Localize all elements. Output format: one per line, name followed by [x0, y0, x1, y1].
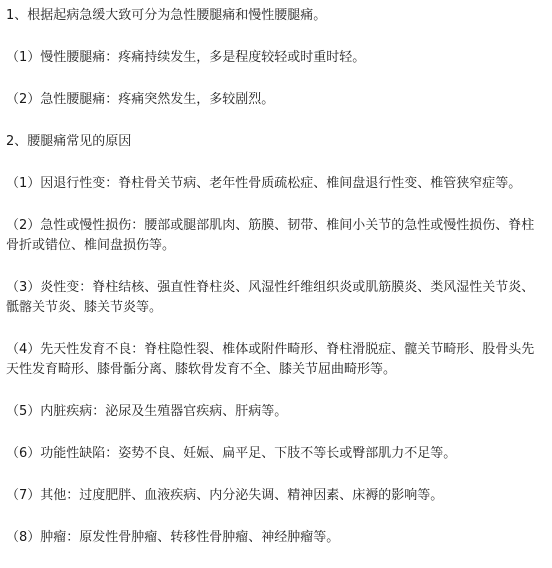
paragraph-congenital: （4）先天性发育不良：脊柱隐性裂、椎体或附件畸形、脊柱滑脱症、髋关节畸形、股骨头先天性发育畸形、膝骨骺分离、膝软骨发育不全、膝关节屈曲畸形等。 [6, 342, 535, 377]
paragraph-degenerative: （1）因退行性变：脊柱骨关节病、老年性骨质疏松症、椎间盘退行性变、椎管狭窄症等。 [6, 176, 522, 191]
paragraph-chronic-pain: （1）慢性腰腿痛：疼痛持续发生，多是程度较轻或时重时轻。 [6, 50, 366, 65]
paragraph-inflammation: （3）炎性变：脊柱结核、强直性脊柱炎、风湿性纤维组织炎或肌筋膜炎、类风湿性关节炎、骶髂关节炎、膝关节炎等。 [6, 280, 535, 315]
paragraph-injury: （2）急性或慢性损伤：腰部或腿部肌肉、筋膜、韧带、椎间小关节的急性或慢性损伤、脊柱骨折或错位、椎间盘损伤等。 [6, 218, 535, 253]
paragraph-onset-classification: 1、根据起病急缓大致可分为急性腰腿痛和慢性腰腿痛。 [6, 8, 327, 23]
paragraph-acute-pain: （2）急性腰腿痛：疼痛突然发生，多较剧烈。 [6, 92, 275, 107]
paragraph-causes-heading: 2、腰腿痛常见的原因 [6, 134, 132, 149]
paragraph-tumor: （8）肿瘤：原发性骨肿瘤、转移性骨肿瘤、神经肿瘤等。 [6, 530, 340, 545]
paragraph-visceral: （5）内脏疾病：泌尿及生殖器官疾病、肝病等。 [6, 404, 288, 419]
paragraph-functional: （6）功能性缺陷：姿势不良、妊娠、扁平足、下肢不等长或臀部肌力不足等。 [6, 446, 457, 461]
paragraph-other: （7）其他：过度肥胖、血液疾病、内分泌失调、精神因素、床褥的影响等。 [6, 488, 444, 503]
